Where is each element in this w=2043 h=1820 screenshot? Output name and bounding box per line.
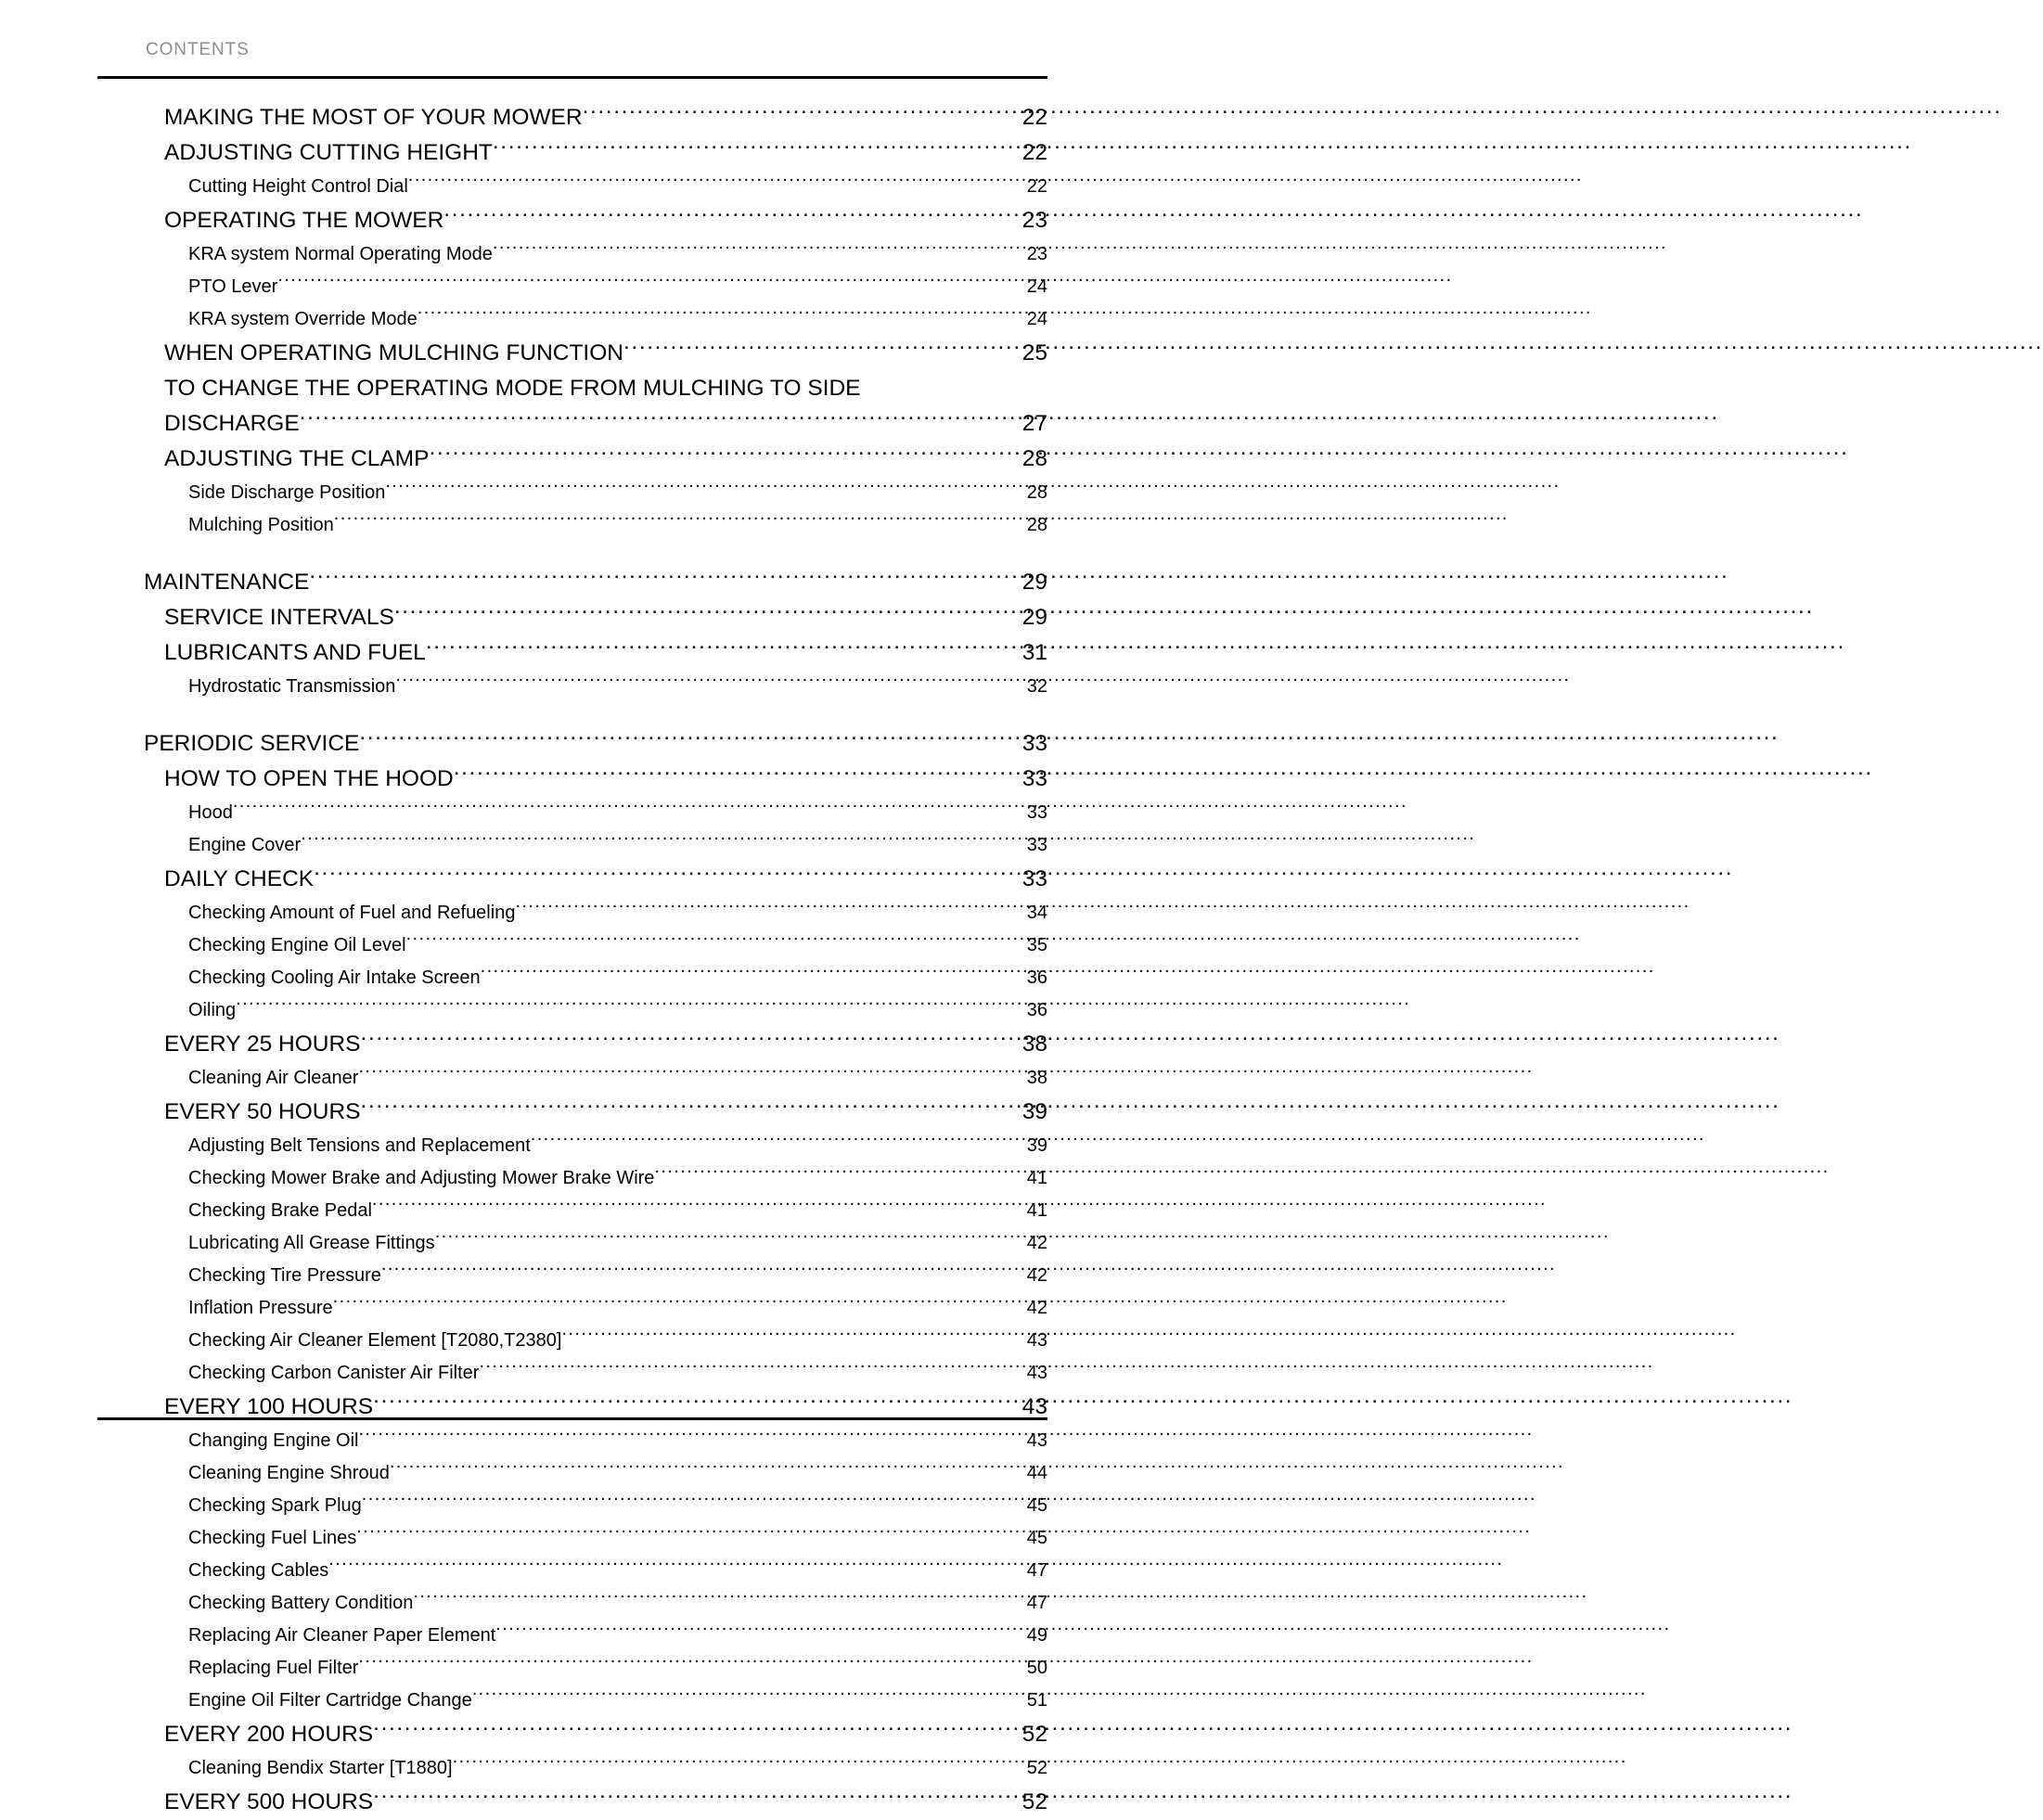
toc-entry-title: Checking Mower Brake and Adjusting Mower Brake Wire [188, 1168, 655, 1188]
toc-entry-title: Checking Battery Condition [188, 1593, 414, 1613]
toc-page-number: 29 [1022, 570, 1047, 595]
toc-entry-title: Hydrostatic Transmission [188, 676, 396, 697]
toc-leader-dots [493, 137, 1013, 160]
toc-page-number: 38 [1022, 1032, 1047, 1057]
toc-leader-dots [429, 443, 1013, 467]
toc-entry[interactable] [97, 671, 1047, 703]
toc-leader-dots [493, 241, 1017, 260]
toc-leader-dots [309, 567, 1013, 590]
toc-page-number: 42 [1026, 1233, 1047, 1253]
toc-page-number: 38 [1026, 1068, 1047, 1088]
toc-page-number: 33 [1022, 766, 1047, 791]
toc-entry-title: EVERY 25 HOURS [164, 1032, 361, 1057]
toc-page-number: 42 [1026, 1265, 1047, 1286]
toc-entry-title: EVERY 50 HOURS [164, 1099, 361, 1124]
toc-leader-dots [394, 602, 1013, 625]
toc-page-number: 36 [1026, 968, 1047, 988]
toc-leader-dots [413, 1590, 1017, 1609]
toc-page-number: 52 [1026, 1758, 1047, 1778]
toc-page-number: 35 [1026, 935, 1047, 955]
toc-entry-title: Hood [188, 802, 233, 823]
toc-page-number: 43 [1026, 1330, 1047, 1351]
toc-page-number: 27 [1022, 411, 1047, 436]
toc-page-number: 24 [1026, 276, 1047, 297]
toc-entry-title: SERVICE INTERVALS [164, 605, 394, 630]
toc-leader-dots [418, 306, 1017, 325]
toc-page-number: 22 [1022, 105, 1047, 130]
toc-page-number: 41 [1026, 1200, 1047, 1221]
toc-page-number: 45 [1026, 1495, 1047, 1516]
toc-entry-title: Replacing Fuel Filter [188, 1658, 359, 1678]
toc-leader-dots [385, 480, 1017, 498]
toc-leader-dots [277, 274, 1017, 292]
toc-entry-title: Checking Cooling Air Intake Screen [188, 968, 481, 988]
toc-page-number: 52 [1022, 1722, 1047, 1747]
toc-leader-dots [454, 763, 1013, 787]
toc-entry-title: Cleaning Air Cleaner [188, 1068, 359, 1088]
toc-leader-dots [623, 338, 1013, 361]
toc-entry-title: KRA system Normal Operating Mode [188, 244, 493, 264]
toc-entry-title: WHEN OPERATING MULCHING FUNCTION [164, 340, 623, 365]
toc-page-number: 28 [1022, 446, 1047, 471]
table-of-contents [97, 100, 1047, 1820]
toc-entry-title: Side Discharge Position [188, 482, 386, 503]
toc-page-number: 33 [1026, 835, 1047, 855]
toc-page-number: 32 [1026, 676, 1047, 697]
toc-page-number: 33 [1022, 731, 1047, 756]
toc-entry-title: HOW TO OPEN THE HOOD [164, 766, 454, 791]
toc-leader-dots [390, 1460, 1017, 1479]
toc-entry-title: Checking Brake Pedal [188, 1200, 372, 1221]
toc-leader-dots [479, 1360, 1017, 1378]
toc-leader-dots [435, 1230, 1017, 1249]
toc-entry-title: PERIODIC SERVICE [144, 731, 360, 756]
toc-entry-title: LUBRICANTS AND FUEL [164, 640, 426, 665]
toc-leader-dots [314, 864, 1013, 887]
toc-entry-title: Engine Cover [188, 835, 302, 855]
toc-leader-dots [373, 1787, 1013, 1810]
toc-leader-dots [406, 932, 1017, 951]
toc-entry[interactable] [97, 509, 1047, 542]
toc-leader-dots [301, 832, 1017, 851]
toc-entry-title: Lubricating All Grease Fittings [188, 1233, 435, 1253]
toc-page-number: 29 [1022, 605, 1047, 630]
toc-entry[interactable] [97, 336, 1047, 371]
toc-entry-title: ADJUSTING CUTTING HEIGHT [164, 140, 493, 165]
toc-entry-title: Adjusting Belt Tensions and Replacement [188, 1135, 531, 1156]
toc-entry-title: Engine Oil Filter Cartridge Change [188, 1690, 472, 1711]
toc-page-number: 39 [1026, 1135, 1047, 1156]
toc-leader-dots [583, 102, 1013, 125]
toc-entry-title: Checking Air Cleaner Element [T2080,T2380] [188, 1330, 562, 1351]
toc-page-number: 22 [1022, 140, 1047, 165]
toc-leader-dots [359, 728, 1013, 751]
toc-entry-title: Cleaning Engine Shroud [188, 1463, 390, 1483]
toc-page-number: 41 [1026, 1168, 1047, 1188]
toc-page-number: 31 [1022, 640, 1047, 665]
toc-entry-title: Cleaning Bendix Starter [T1880] [188, 1758, 453, 1778]
toc-leader-dots [531, 1133, 1017, 1151]
toc-leader-dots [358, 1065, 1017, 1083]
toc-entry-title: Checking Fuel Lines [188, 1528, 357, 1548]
toc-page-number: 33 [1022, 866, 1047, 891]
toc-leader-dots [356, 1525, 1017, 1544]
toc-leader-dots [426, 637, 1013, 660]
toc-page-number: 28 [1026, 515, 1047, 535]
toc-page-number: 28 [1026, 482, 1047, 503]
toc-entry-title: Changing Engine Oil [188, 1430, 359, 1451]
toc-leader-dots [515, 900, 1017, 918]
toc-page-number: 47 [1026, 1560, 1047, 1581]
toc-entry-title: Oiling [188, 1000, 237, 1020]
toc-page-number: 39 [1022, 1099, 1047, 1124]
toc-leader-dots [362, 1493, 1017, 1511]
toc-page-number: 44 [1026, 1463, 1047, 1483]
toc-leader-dots [373, 1719, 1013, 1742]
toc-page-number: 22 [1026, 176, 1047, 197]
toc-entry-title: Checking Amount of Fuel and Refueling [188, 903, 516, 923]
toc-leader-dots [328, 1557, 1017, 1576]
toc-entry-title: Checking Carbon Canister Air Filter [188, 1363, 480, 1383]
toc-entry-title: Checking Cables [188, 1560, 329, 1581]
toc-entry-title: Checking Engine Oil Level [188, 935, 406, 955]
running-header-contents: CONTENTS [146, 40, 250, 59]
toc-entry[interactable] [97, 1785, 1047, 1820]
toc-leader-dots [236, 997, 1017, 1016]
toc-entry-title: KRA system Override Mode [188, 309, 418, 329]
toc-entry-title: EVERY 500 HOURS [164, 1789, 374, 1814]
toc-page-number: 43 [1022, 1394, 1047, 1419]
toc-leader-dots [495, 1622, 1017, 1641]
toc-page-number: 43 [1026, 1363, 1047, 1383]
toc-page-number: 33 [1026, 802, 1047, 823]
toc-page-number: 51 [1026, 1690, 1047, 1711]
toc-leader-dots [333, 1295, 1017, 1314]
toc-leader-dots [654, 1165, 1017, 1184]
toc-leader-dots [561, 1327, 1017, 1346]
toc-leader-dots [453, 1755, 1017, 1774]
toc-entry-title-wrapped[interactable]: TO CHANGE THE OPERATING MODE FROM MULCHING TO SIDE [164, 376, 861, 401]
toc-page-number: 42 [1026, 1298, 1047, 1318]
toc-leader-dots [361, 1029, 1013, 1052]
toc-leader-dots [481, 965, 1017, 983]
toc-leader-dots [381, 1262, 1017, 1281]
toc-leader-dots [372, 1198, 1017, 1216]
toc-leader-dots [408, 173, 1017, 192]
toc-entry-title: Inflation Pressure [188, 1298, 333, 1318]
toc-leader-dots [300, 408, 1013, 431]
toc-leader-dots [358, 1655, 1017, 1673]
header-rule [97, 76, 1047, 79]
toc-entry-title: MAKING THE MOST OF YOUR MOWER [164, 105, 583, 130]
toc-entry-title: Cutting Height Control Dial [188, 176, 408, 197]
toc-entry-title: ADJUSTING THE CLAMP [164, 446, 430, 471]
toc-page-number: 52 [1022, 1789, 1047, 1814]
toc-entry-title: DISCHARGE [164, 411, 300, 436]
toc-entry-title: Mulching Position [188, 515, 334, 535]
toc-entry-title: Checking Tire Pressure [188, 1265, 381, 1286]
toc-leader-dots [361, 1096, 1013, 1120]
toc-page-number: 23 [1022, 208, 1047, 233]
toc-leader-dots [334, 512, 1017, 531]
toc-page-number: 23 [1026, 244, 1047, 264]
footer-rule [97, 1417, 1047, 1420]
toc-leader-dots [443, 205, 1013, 228]
toc-page-number: 34 [1026, 903, 1047, 923]
toc-entry-title: Checking Spark Plug [188, 1495, 362, 1516]
toc-entry-title: EVERY 200 HOURS [164, 1722, 374, 1747]
toc-entry-title: EVERY 100 HOURS [164, 1394, 374, 1419]
toc-page-number: 50 [1026, 1658, 1047, 1678]
toc-leader-dots [395, 673, 1017, 692]
toc-leader-dots [472, 1687, 1017, 1706]
toc-page-number: 47 [1026, 1593, 1047, 1613]
toc-page-number: 24 [1026, 309, 1047, 329]
toc-entry-title: OPERATING THE MOWER [164, 208, 444, 233]
toc-page-number: 43 [1026, 1430, 1047, 1451]
toc-entry-title: PTO Lever [188, 276, 278, 297]
toc-page-number: 25 [1022, 340, 1047, 365]
toc-entry-title: DAILY CHECK [164, 866, 315, 891]
toc-page-number: 36 [1026, 1000, 1047, 1020]
toc-leader-dots [373, 1391, 1013, 1415]
toc-page-number: 45 [1026, 1528, 1047, 1548]
toc-leader-dots [358, 1428, 1017, 1446]
toc-entry-title: MAINTENANCE [144, 570, 310, 595]
toc-leader-dots [233, 800, 1017, 818]
toc-entry-title: Replacing Air Cleaner Paper Element [188, 1625, 496, 1646]
toc-page-number: 49 [1026, 1625, 1047, 1646]
